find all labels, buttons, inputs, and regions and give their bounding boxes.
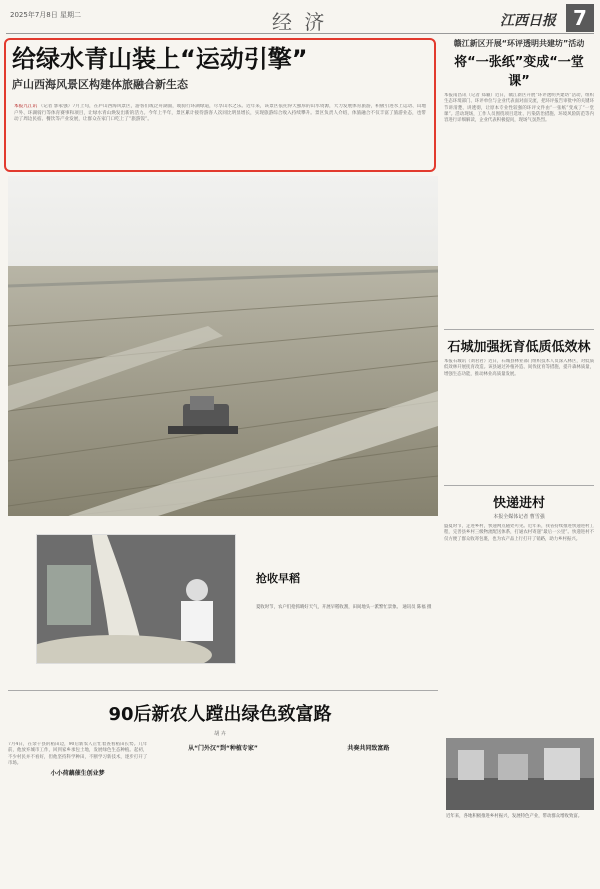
right-lower-body: 盛夏时节，走进乡村，快递网点随处可见。近年来，我省持续推进快递进村工程，完善县乡村三级物流配送体系，打通农村寄递“最后一公里”。快递进村不仅方便了群众收寄包裹，也为农产品上行打开了销路，助力乡村振兴。 bbox=[444, 524, 594, 542]
photo-caption-title: 抢收早稻 bbox=[256, 572, 300, 585]
feature-body bbox=[8, 742, 438, 882]
feature-col-1 bbox=[8, 742, 147, 882]
main-photo bbox=[8, 176, 438, 516]
lead-body-text: （记者 郭家强）7月上旬，在庐山西海风景区，游客们或泛舟湖面，或骑行环湖绿道，尽享山水之乐。近年来，该景区依托得天独厚的山水资源，大力发展体育旅游，积极引进水上运动、山地户外、环湖骑行等体育赛事和项目，让绿水青山焕发出新的活力。今年上半年，景区累计接待游客人次同比明显增长，实现旅游综合收入持续攀升。景区负责人介绍，体旅融合不仅丰富了旅游业态，也带动了周边民宿、餐饮等产业发展，让群众在家门口吃上了“旅游饭”。 bbox=[14, 104, 426, 123]
feature-headline[interactable]: 90后新农人蹚出绿色致富路 bbox=[108, 704, 332, 725]
grain-worker-image bbox=[37, 535, 236, 664]
section-title: 经 济 bbox=[272, 10, 328, 34]
feature-col-2 bbox=[153, 742, 292, 882]
right-top-body: 本报南昌讯（记者 郑颖）近日，赣江新区开展“环评透明共建坊”活动，组织生态环境部门、环评单位与企业代表面对面交流，把环评报告审批中的关键环节讲清楚、讲透彻，让原本专业性较强的环评文件由“一张纸”变成了“一堂课”。活动现场，工作人员围绕项目选址、污染防治措施、环境风险防范等内容进行详细解读，企业代表积极提问，现场气氛热烈。 bbox=[444, 93, 594, 124]
photo-caption-body: 夏收时节，农户们抢抓晴好天气，开展早稻收割，田间地头一派繁忙景象。 bbox=[256, 605, 401, 610]
market-image bbox=[446, 738, 594, 810]
lead-story[interactable] bbox=[4, 38, 436, 172]
feature-col-3 bbox=[299, 742, 438, 882]
right-lower-headline[interactable]: 快递进村 bbox=[444, 485, 594, 511]
right-mid-headline[interactable]: 石城加强抚育低质低效林 bbox=[444, 329, 594, 355]
feature-byline: 胡 卉 bbox=[214, 731, 226, 737]
photo-caption-text bbox=[256, 604, 434, 611]
lead-headline[interactable]: 给绿水青山装上“运动引擎” bbox=[12, 45, 308, 73]
feature-subhead-1: 小小荷藕催生创业梦 bbox=[50, 770, 105, 778]
lead-body-col bbox=[14, 104, 426, 164]
feature-subhead-2: 从“门外汉”到“种植专家” bbox=[188, 745, 258, 752]
lead-subheadline: 庐山西海风景区构建体旅融合新生态 bbox=[12, 78, 188, 91]
right-top-kicker: 赣江新区开展“环评透明共建坊”活动 bbox=[453, 39, 585, 48]
paper-logo: 江西日报 bbox=[500, 13, 556, 29]
right-lower-byline: 本报全媒体记者 曹雪强 bbox=[493, 514, 545, 520]
photo-credit: 通讯员 陈福 摄 bbox=[402, 605, 432, 610]
right-mid-body: 本报石城讯（刘君君）近日，石城县林业部门组织技术人员深入林区，对低质低效林开展抚育改造。该县通过补植补造、间伐抚育等措施，提升森林质量，增强生态功能，推动林业高质量发展。 bbox=[444, 359, 594, 377]
harvest-field-image bbox=[8, 176, 438, 516]
right-column bbox=[444, 38, 594, 774]
section-divider bbox=[8, 690, 438, 691]
feature-body-text: 7月4日，在余干县的稻田边，90后新农人正忙着查看稻田长势。几年前，他放弃城市工作，回到家乡承包土地，发展绿色生态种植。起初，不少村民并不看好，但他坚持科学种田，不断学习新技术，逐步打开了市场。 bbox=[8, 742, 148, 766]
inset-photo bbox=[36, 534, 236, 664]
lead-dateline: 本报九江讯 bbox=[14, 104, 38, 109]
bottom-right-photo bbox=[446, 738, 594, 810]
page-number: 7 bbox=[566, 4, 594, 32]
feature-subhead-3: 共奏共同致富路 bbox=[347, 745, 390, 752]
publication-date: 2025年7月8日 星期二 bbox=[10, 11, 81, 19]
masthead bbox=[6, 4, 594, 34]
right-top-headline[interactable]: 将“一张纸”变成“一堂课” bbox=[454, 55, 584, 89]
bottom-photo-caption: 近年来，各地积极推进乡村振兴，发展特色产业，带动群众增收致富。 bbox=[446, 814, 583, 819]
